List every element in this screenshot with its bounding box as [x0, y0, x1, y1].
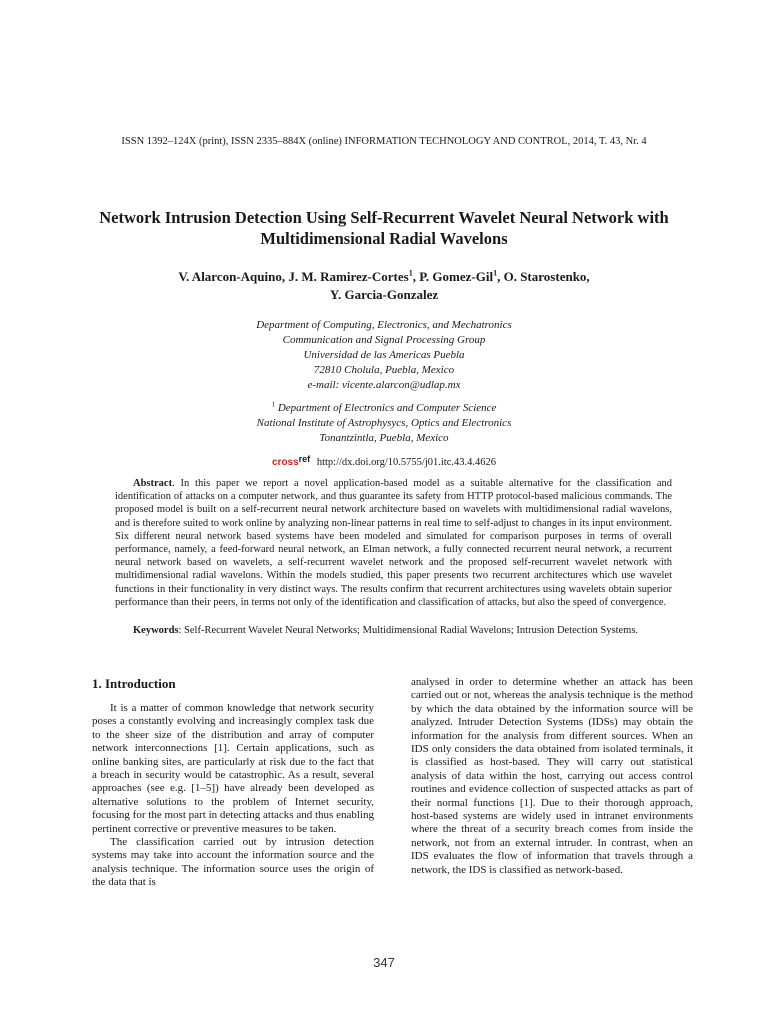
- abstract: [115, 477, 672, 609]
- affiliation-line: Department of Computing, Electronics, and Mechatronics: [256, 319, 512, 331]
- affiliation-line: 72810 Cholula, Puebla, Mexico: [313, 364, 455, 376]
- right-column: [411, 676, 693, 877]
- email-link[interactable]: e-mail: vicente.alarcon@udlap.mx: [307, 379, 461, 391]
- affiliation-line: Communication and Signal Processing Group: [282, 334, 486, 346]
- doi-row: [200, 454, 568, 468]
- affiliation-marker: 1: [408, 268, 413, 278]
- journal-header: ISSN 1392–124X (print), ISSN 2335–884X (online) INFORMATION TECHNOLOGY AND CONTROL, 2014, T. 43, Nr. 4: [121, 136, 647, 147]
- paragraph: The classification carried out by intrusion detection systems may take into account the information source and the analysis technique. The information source uses the origin of the data that is: [92, 836, 374, 889]
- abstract-text: . In this paper we report a novel application-based model as a suitable alternative for the classification and identification of attacks on a computer network, and thus guarantee its safety from HTTP protocol-based malicious commands. The proposed model is built on a self-recurrent neural network architecture based on wavelets with multidimensional radial wavelons, and is therefore suited to work online by analyzing non-linear patterns in real time to self-adjust to changes in its input environment. Six different neural network based systems have been modeled and simulated for comparison purposes in terms of overall performance, namely, a feed-forward neural network, an Elman network, a fully connected recurrent neural network, a recurrent neural network based on wavelets, a self-recurrent wavelet network and the proposed self-recurrent wavelet network with multidimensional radial wavelons. Within the models studied, this paper presents two recurrent architectures which use wavelet functions in their functionality in very distinct ways. The results confirm that recurrent architectures using wavelets obtain superior performance than their peers, in terms not only of the identification and classification of attacks, but also the speed of convergence.: [115, 478, 672, 608]
- affiliation-marker: 1: [271, 400, 276, 409]
- keywords-text: : Self-Recurrent Wavelet Neural Networks; Multidimensional Radial Wavelons; Intrusion Detection Systems.: [178, 625, 639, 636]
- affiliation-marker: 1: [493, 268, 498, 278]
- paper-title: Network Intrusion Detection Using Self-Recurrent Wavelet Neural Network with Multidimensional Radial Wavelons: [99, 208, 669, 248]
- author-names-3: , O. Starostenko,: [497, 269, 590, 284]
- author-names-4: Y. Garcia-Gonzalez: [329, 287, 439, 302]
- doi-link[interactable]: http://dx.doi.org/10.5755/j01.itc.43.4.4626: [316, 457, 496, 468]
- abstract-label: Abstract: [133, 478, 173, 489]
- affiliation-line: National Institute of Astrophysycs, Optics and Electronics: [256, 417, 512, 429]
- affiliation-line: Tonantzintla, Puebla, Mexico: [319, 432, 449, 444]
- author-names-1: V. Alarcon-Aquino, J. M. Ramirez-Cortes: [178, 269, 409, 284]
- author-list: [90, 268, 678, 304]
- left-column: [92, 676, 374, 890]
- paragraph: analysed in order to determine whether an attack has been carried out or not, whereas the analysis technique is the method by which the data obtained by the information source will be analyzed. Intruder Detection Systems (IDSs) may obtain the information for the analysis from different sources. When an IDS only considers the data obtained from isolated terminals, it is classified as host-based. They will carry out statistical analysis of data within the host, carrying out access control routines and evidence collection of suspected attacks as part of their normal functions [1]. Due to their thorough approach, host-based systems are widely used in intranet environments where the threat of a security breach comes from inside the network, not from an external intruder. In contrast, when an IDS evaluates the flow of information that travels through a network, the IDS is classified as network-based.: [411, 676, 693, 876]
- affiliation-line: $^1$ Department of Electronics and Computer Science: [271, 400, 497, 414]
- page-number: 347: [373, 955, 395, 970]
- section-heading: 1. Introduction: [92, 676, 176, 691]
- affiliation-block-2: [150, 401, 618, 446]
- author-names-2: , P. Gomez-Gil: [412, 269, 494, 284]
- affiliation-line: Universidad de las Americas Puebla: [303, 349, 465, 361]
- keywords: [115, 624, 672, 637]
- affiliation-block-1: [150, 318, 618, 393]
- paragraph: It is a matter of common knowledge that network security poses a constantly evolving and increasingly complex task due to the sheer size of the distribution and array of computer network interconnections [1]. Certain applications, such as online banking sites, are particularly at risk due to the fact that a breach in security would be catastrophic. As a result, several approaches (see e.g. [1–5]) have already been developed as alternative solutions to the problem of Internet security, focusing for the most part in detecting attacks and thus enabling pertinent corrective or preventive measures to be taken.: [92, 702, 374, 835]
- keywords-label: Keywords: [133, 625, 179, 636]
- crossref-logo-icon: crossref: [271, 454, 311, 468]
